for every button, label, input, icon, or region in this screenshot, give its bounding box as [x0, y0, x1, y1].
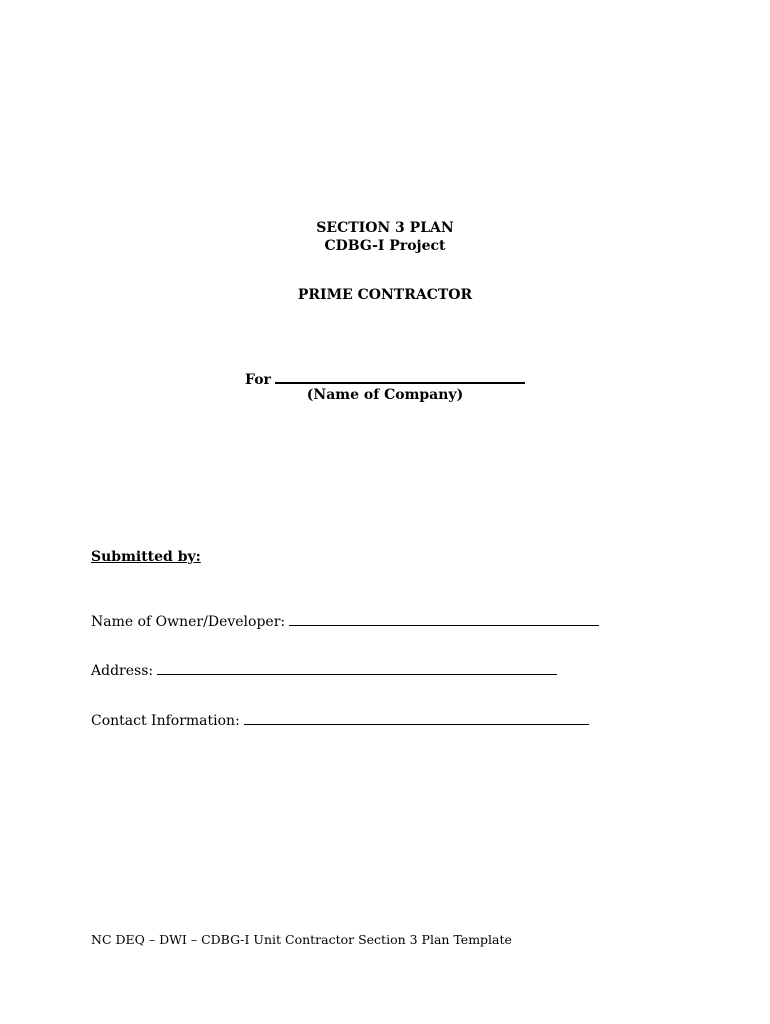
- owner-developer-line: [91, 613, 599, 631]
- contact-information-label: Contact Information:: [91, 713, 240, 729]
- contractor-heading: PRIME CONTRACTOR: [297, 287, 473, 303]
- contact-information-line: [91, 712, 589, 730]
- company-name-blank[interactable]: [275, 370, 525, 384]
- for-label: For: [245, 372, 271, 388]
- address-line: [91, 662, 557, 680]
- owner-developer-blank[interactable]: [289, 613, 599, 626]
- project-subtitle: CDBG-I Project: [324, 238, 446, 254]
- address-label: Address:: [91, 663, 154, 679]
- contact-information-blank[interactable]: [244, 712, 589, 725]
- owner-developer-label: Name of Owner/Developer:: [91, 614, 286, 630]
- submitted-by-heading: Submitted by:: [91, 549, 201, 565]
- page-footer: NC DEQ – DWI – CDBG-I Unit Contractor Section 3 Plan Template: [91, 932, 512, 947]
- company-name-caption: (Name of Company): [306, 387, 464, 403]
- section-title: SECTION 3 PLAN: [316, 220, 454, 236]
- address-blank[interactable]: [157, 662, 557, 675]
